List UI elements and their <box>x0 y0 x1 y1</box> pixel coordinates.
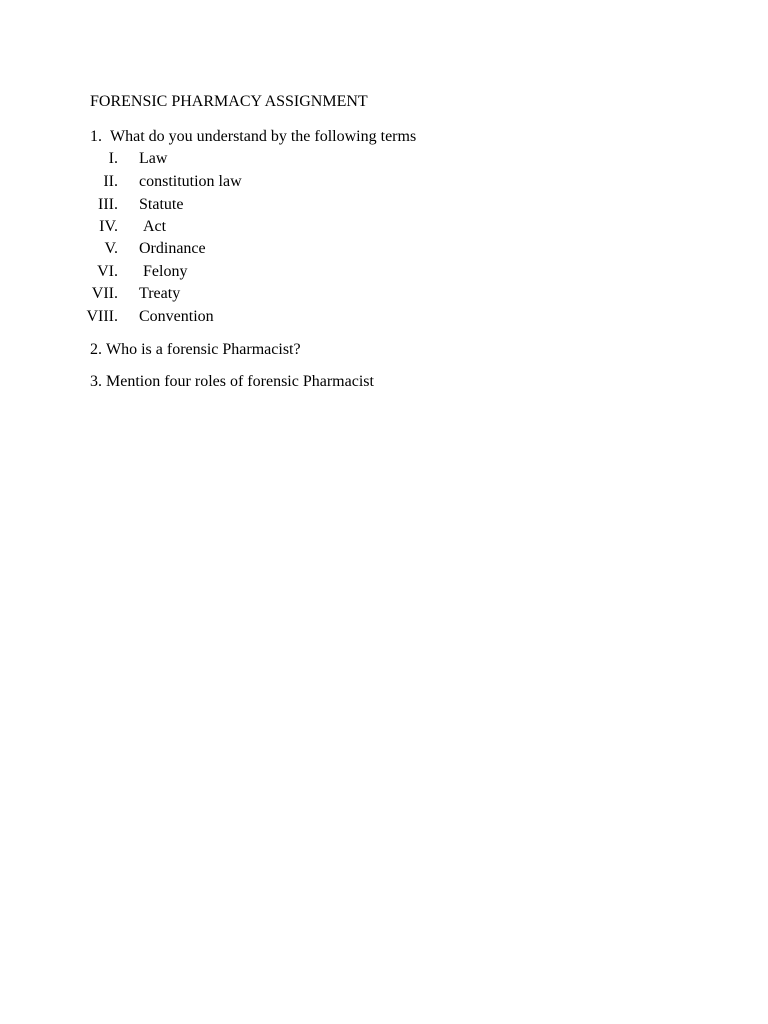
term-label: Law <box>139 150 168 167</box>
roman-numeral: IV. <box>99 218 118 235</box>
term-label: Statute <box>139 196 184 213</box>
roman-numeral: I. <box>108 150 118 167</box>
question-number: 3. <box>90 373 102 390</box>
question-text: What do you understand by the following terms <box>110 128 417 145</box>
term-label: Ordinance <box>139 240 206 257</box>
question-text: Mention four roles of forensic Pharmacist <box>106 373 374 390</box>
question-number: 1. <box>90 128 102 145</box>
roman-numeral: III. <box>98 196 118 213</box>
list-item <box>0 263 400 285</box>
term-label: Convention <box>139 308 214 325</box>
roman-numeral: VII. <box>91 285 118 302</box>
question-number: 2. <box>90 341 102 358</box>
roman-numeral: VIII. <box>86 308 118 325</box>
list-item <box>0 173 400 195</box>
term-label: Act <box>143 218 167 235</box>
roman-numeral: II. <box>103 173 118 190</box>
question-2 <box>90 341 301 359</box>
list-item <box>0 240 400 262</box>
term-label: constitution law <box>139 173 242 190</box>
question-text: Who is a forensic Pharmacist? <box>106 341 301 358</box>
question-1 <box>90 128 416 146</box>
list-item <box>0 196 400 218</box>
roman-numeral: V. <box>104 240 118 257</box>
term-label: Treaty <box>139 285 181 302</box>
term-label: Felony <box>143 263 188 280</box>
list-item <box>0 218 400 240</box>
document-title: FORENSIC PHARMACY ASSIGNMENT <box>90 93 368 110</box>
list-item <box>0 150 400 172</box>
question-3 <box>90 373 374 391</box>
roman-numeral: VI. <box>97 263 118 280</box>
list-item <box>0 308 400 330</box>
list-item <box>0 285 400 307</box>
